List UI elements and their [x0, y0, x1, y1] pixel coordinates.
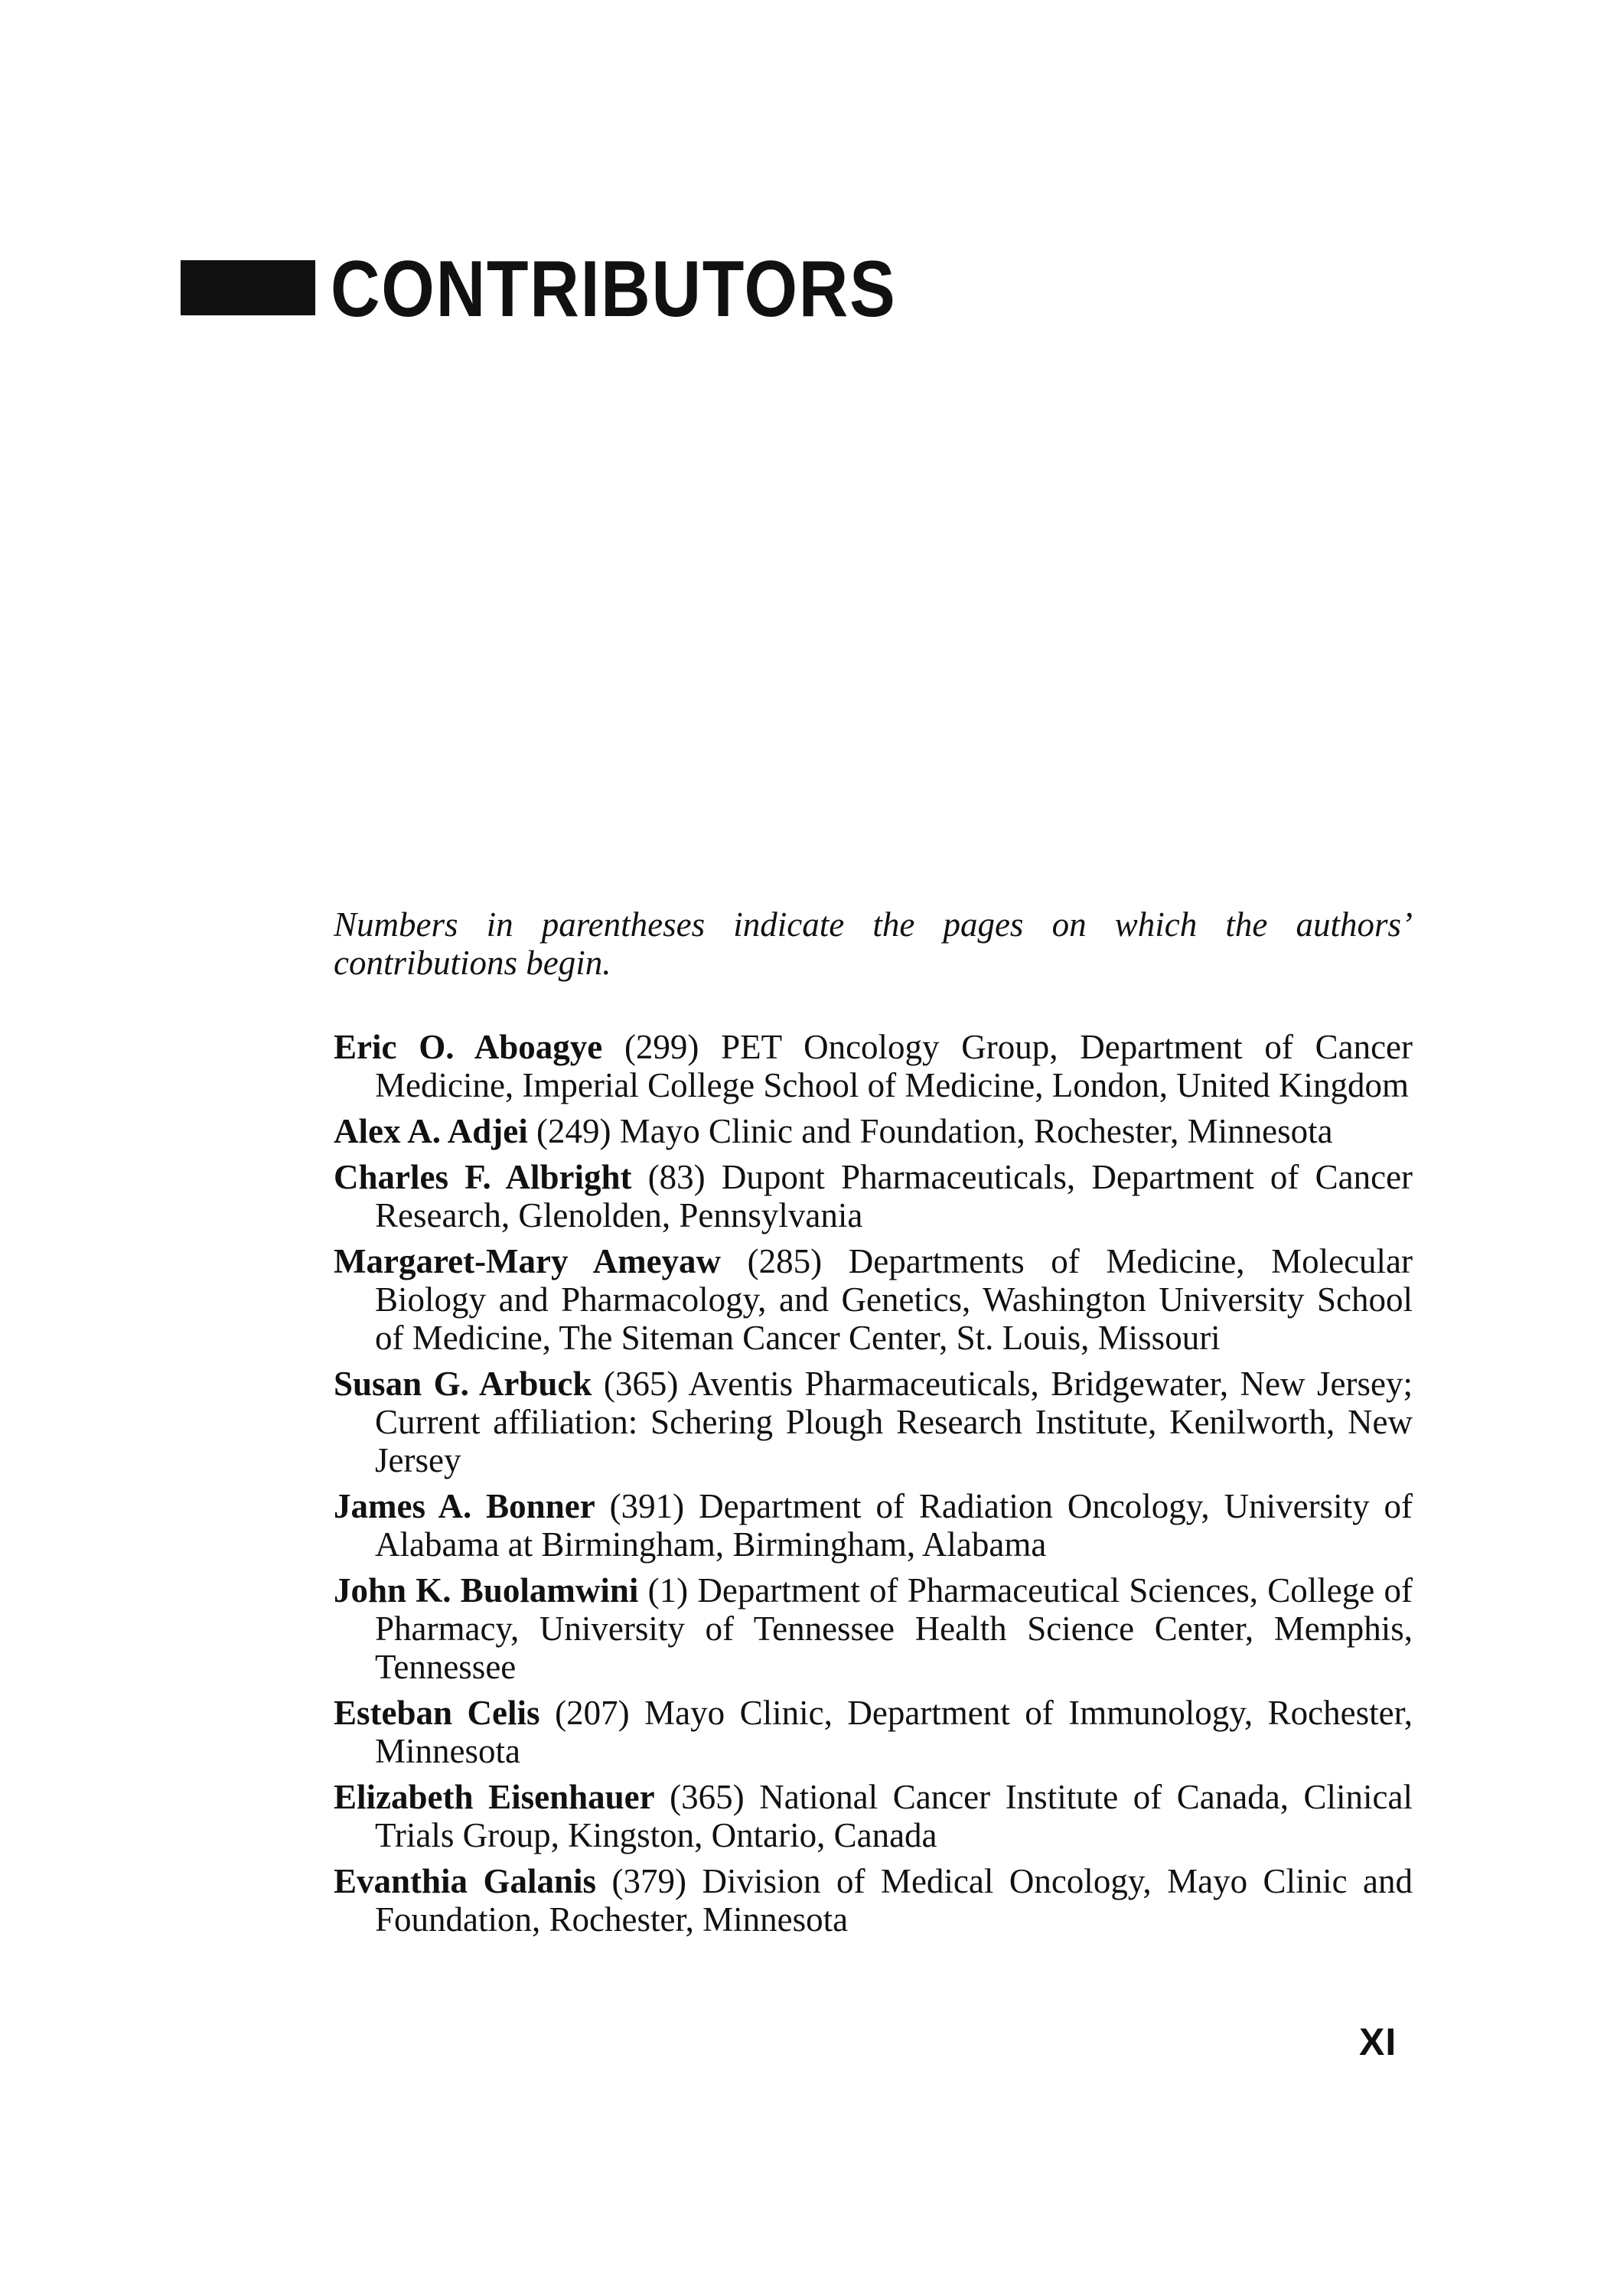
contributor-page: (365): [603, 1365, 679, 1403]
contributor-affiliation: PET Oncology Group, Department of Cancer Medicine, Imperial College School of Medicine, London, United Kingdom: [375, 1028, 1413, 1104]
contributor-affiliation: Dupont Pharmaceuticals, Department of Cancer Research, Glenolden, Pennsylvania: [375, 1158, 1413, 1234]
contributor-page: (299): [624, 1028, 699, 1066]
contributor-affiliation: Department of Radiation Oncology, University of Alabama at Birmingham, Birmingham, Alabama: [375, 1487, 1413, 1564]
contributor-name: James A. Bonner: [334, 1487, 595, 1525]
contributor-entry: [334, 1112, 1413, 1150]
contributor-name: Evanthia Galanis: [334, 1862, 597, 1900]
contributor-entry: [334, 1242, 1413, 1357]
contributor-name: Esteban Celis: [334, 1694, 540, 1732]
contributor-page: (391): [609, 1487, 685, 1525]
contributor-name: Alex A. Adjei: [334, 1112, 528, 1150]
contributor-affiliation: Department of Pharmaceutical Sciences, College of Pharmacy, University of Tennessee Health Science Center, Memphis, Tennessee: [375, 1571, 1413, 1686]
contributor-entry: [334, 1487, 1413, 1564]
contributor-page: (207): [555, 1694, 630, 1732]
page-title: CONTRIBUTORS: [331, 245, 897, 334]
contributor-page: (379): [611, 1862, 687, 1900]
contributor-affiliation: Mayo Clinic and Foundation, Rochester, Minnesota: [619, 1112, 1333, 1150]
heading-bar-decoration: [181, 260, 315, 315]
contributor-entry: [334, 1694, 1413, 1770]
contributor-page: (1): [647, 1571, 689, 1609]
page-heading: [181, 243, 1099, 334]
contributor-name: John K. Buolamwini: [334, 1571, 639, 1609]
contributor-page: (365): [670, 1778, 745, 1816]
contributor-entry: [334, 1571, 1413, 1686]
contributor-entry: [334, 1862, 1413, 1939]
contributor-affiliation: Departments of Medicine, Molecular Biology and Pharmacology, and Genetics, Washington University School of Medicine, The Siteman Cancer Center, St. Louis, Missouri: [375, 1242, 1413, 1357]
contributor-page: (249): [536, 1112, 611, 1150]
contributor-name: Elizabeth Eisenhauer: [334, 1778, 655, 1816]
contributor-name: Margaret-Mary Ameyaw: [334, 1242, 722, 1280]
contributor-affiliation: Division of Medical Oncology, Mayo Clinic and Foundation, Rochester, Minnesota: [375, 1862, 1413, 1939]
contributor-name: Susan G. Arbuck: [334, 1365, 592, 1403]
contributor-name: Charles F. Albright: [334, 1158, 632, 1196]
contributor-page: (83): [647, 1158, 706, 1196]
contributor-affiliation: National Cancer Institute of Canada, Clinical Trials Group, Kingston, Ontario, Canada: [375, 1778, 1413, 1854]
contributor-entry: [334, 1365, 1413, 1479]
contributor-affiliation: Mayo Clinic, Department of Immunology, Rochester, Minnesota: [375, 1694, 1413, 1770]
contributors-section: [334, 905, 1413, 1946]
page-number: XI: [1359, 2020, 1397, 2063]
contributor-page: (285): [747, 1242, 823, 1280]
contributor-entry: [334, 1778, 1413, 1854]
intro-note: Numbers in parentheses indicate the pages on which the authors’ contributions begin.: [334, 905, 1413, 982]
contributor-entry: [334, 1158, 1413, 1234]
contributor-affiliation: Aventis Pharmaceuticals, Bridgewater, New Jersey; Current affiliation: Schering Plough Research Institute, Kenilworth, New Jersey: [375, 1365, 1413, 1479]
contributor-entry: [334, 1028, 1413, 1104]
contributor-name: Eric O. Aboagye: [334, 1028, 603, 1066]
